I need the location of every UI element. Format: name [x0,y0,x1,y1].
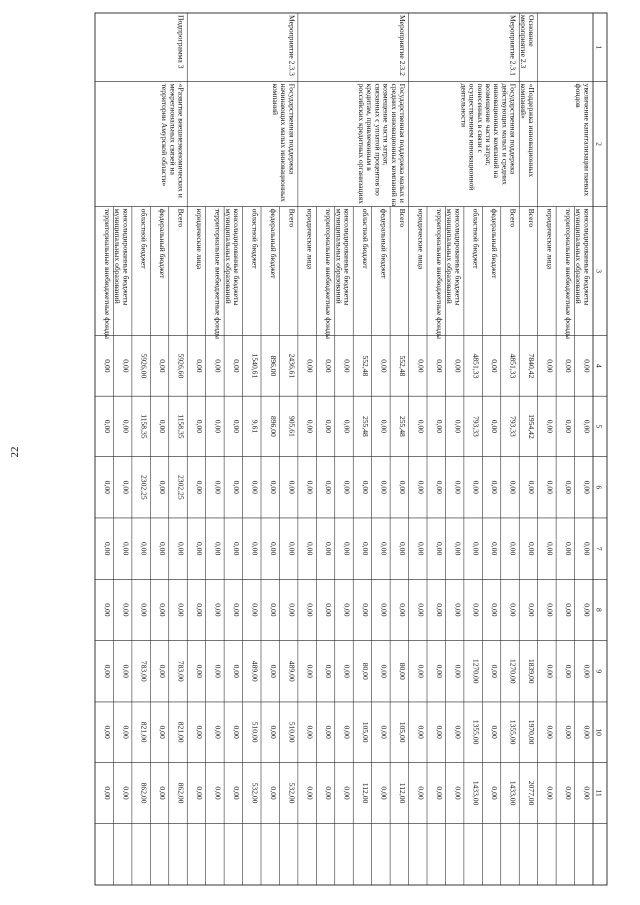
amount-cell: 0,00 [342,480,352,494]
row-title: «Поддержка инновационныхкомпаний» [518,83,537,178]
funding-source: консолидированные бюджетымуниципальных образований [334,208,352,306]
amount-cell: 0,00 [102,541,112,556]
amount-cell: 0,00 [231,725,241,739]
funding-source: консолидированные бюджетымуниципальных образований [574,208,592,306]
row-code: Мероприятие 2.3.2 [397,15,407,76]
funding-source: территориальные внебюджетные фонды [324,208,334,340]
amount-cell: 0,00 [213,786,223,800]
amount-cell: 0,00 [434,664,444,678]
amount-cell: 0,00 [195,419,205,434]
amount-cell: 0,00 [213,664,223,678]
amount-cell: 0,00 [545,480,555,494]
amount-cell: 0,00 [176,541,186,556]
amount-cell: 0,00 [434,725,444,739]
amount-cell: 0,00 [490,786,500,800]
amount-cell: 0,00 [305,664,315,678]
amount-cell: 0,00 [342,725,352,739]
amount-cell: 532,00 [287,782,297,804]
amount-cell: 0,00 [471,603,481,617]
amount-cell: 0,00 [250,603,260,617]
amount-cell: 0,00 [195,603,205,617]
amount-cell: 489,00 [250,660,260,682]
amount-cell: 80,00 [361,662,371,680]
amount-cell: 0,00 [342,603,352,617]
amount-cell: 1839,00 [527,658,537,684]
column-number: 6 [594,485,604,490]
amount-cell: 0,00 [102,786,112,800]
amount-cell: 0,00 [379,603,389,617]
amount-cell: 2077,00 [527,780,537,806]
amount-cell: 0,00 [379,480,389,494]
amount-cell: 105,00 [397,721,407,743]
amount-cell: 0,00 [342,359,352,373]
amount-cell: 0,00 [416,603,426,617]
amount-cell: 0,00 [490,359,500,373]
funding-source: консолидированные бюджетымуниципальных образований [113,208,131,306]
amount-cell: 0,00 [434,480,444,494]
amount-cell: 0,00 [416,359,426,373]
amount-cell: 0,00 [379,786,389,800]
amount-cell: 0,00 [397,603,407,617]
amount-cell: 821,00 [139,721,149,743]
funding-source: Всего [176,208,186,228]
amount-cell: 0,00 [490,480,500,494]
amount-cell: 0,00 [102,603,112,617]
amount-cell: 0,00 [268,541,278,556]
amount-cell: 0,00 [102,725,112,739]
amount-cell: 0,00 [545,664,555,678]
amount-cell: 793,33 [508,415,518,437]
amount-cell: 0,00 [324,480,334,494]
amount-cell: 0,00 [195,725,205,739]
funding-source: юридические лица [195,208,205,270]
amount-cell: 0,00 [121,664,131,678]
funding-source: Всего [508,208,518,228]
amount-cell: 0,00 [121,480,131,494]
amount-cell: 7840,42 [527,353,537,379]
funding-source: консолидированные бюджетымуниципальных образований [445,208,463,306]
amount-cell: 0,00 [582,786,592,800]
amount-cell: 0,00 [416,480,426,494]
amount-cell: 0,00 [158,419,168,434]
amount-cell: 0,00 [453,664,463,678]
column-number: 9 [594,669,604,674]
amount-cell: 0,00 [582,480,592,494]
funding-source: областной бюджет [361,208,371,269]
funding-source: федеральный бюджет [490,208,500,279]
amount-cell: 489,00 [287,660,297,682]
amount-cell: 5926,00 [139,353,149,379]
amount-cell: 0,00 [434,786,444,800]
funding-source: Всего [397,208,407,228]
amount-cell: 0,00 [121,725,131,739]
amount-cell: 1158,35 [139,414,149,439]
amount-cell: 0,00 [158,359,168,373]
amount-cell: 0,00 [453,359,463,373]
row-title: «Развитие внешнеэкономических имежрегиональных связей натерритории Амурской области» [160,83,186,198]
amount-cell: 1970,00 [527,719,537,745]
amount-cell: 0,00 [490,664,500,678]
amount-cell: 0,00 [305,541,315,556]
amount-cell: 0,00 [213,725,223,739]
amount-cell: 0,00 [508,541,518,556]
amount-cell: 0,00 [324,359,334,373]
amount-cell: 0,00 [582,419,592,434]
amount-cell: 0,00 [176,603,186,617]
amount-cell: 0,00 [397,480,407,494]
amount-cell: 0,00 [158,664,168,678]
budget-table [95,13,607,885]
amount-cell: 0,00 [545,603,555,617]
amount-cell: 552,48 [397,355,407,377]
amount-cell: 0,00 [139,603,149,617]
funding-source: Всего [287,208,297,228]
amount-cell: 0,00 [195,359,205,373]
amount-cell: 0,00 [139,541,149,556]
amount-cell: 0,00 [453,786,463,800]
amount-cell: 0,00 [158,480,168,494]
amount-cell: 0,00 [563,603,573,617]
amount-cell: 1158,35 [176,414,186,439]
amount-cell: 2436,61 [287,353,297,379]
amount-cell: 0,00 [434,359,444,373]
amount-cell: 1433,00 [508,780,518,806]
amount-cell: 0,00 [545,359,555,373]
amount-cell: 0,00 [213,359,223,373]
amount-cell: 0,00 [563,664,573,678]
amount-cell: 0,00 [324,541,334,556]
amount-cell: 0,00 [102,480,112,494]
amount-cell: 105,00 [361,721,371,743]
amount-cell: 0,00 [490,603,500,617]
amount-cell: 862,00 [176,782,186,804]
amount-cell: 0,00 [231,664,241,678]
amount-cell: 896,00 [268,355,278,377]
amount-cell: 0,00 [195,664,205,678]
row-code: Подпрограмма 3 [176,15,186,69]
amount-cell: 0,00 [453,603,463,617]
row-title: увеличение капитализации паевыхфондов [574,83,592,197]
funding-source: областной бюджет [250,208,260,269]
amount-cell: 1355,00 [508,719,518,745]
amount-cell: 821,00 [176,721,186,743]
amount-cell: 0,00 [527,603,537,617]
funding-source: федеральный бюджет [268,208,278,279]
amount-cell: 0,00 [582,603,592,617]
amount-cell: 0,00 [305,603,315,617]
amount-cell: 4851,33 [508,353,518,379]
amount-cell: 0,00 [305,359,315,373]
amount-cell: 0,00 [379,419,389,434]
row-title: Государственная поддержка малых исредних инновационных компаний навозмещение части затрат,связанных с уплатой процентов покредитам, привлеченным вроссийских кредитных организациях [356,83,407,207]
amount-cell: 0,00 [305,480,315,494]
amount-cell: 0,00 [582,541,592,556]
funding-source: юридические лица [545,208,555,270]
amount-cell: 0,00 [453,419,463,434]
amount-cell: 2302,25 [176,474,186,500]
amount-cell: 0,00 [231,359,241,373]
amount-cell: 0,00 [102,664,112,678]
amount-cell: 0,00 [250,480,260,494]
amount-cell: 80,00 [397,662,407,680]
amount-cell: 0,00 [527,480,537,494]
amount-cell: 9,61 [250,419,260,434]
funding-source: юридические лица [305,208,315,270]
amount-cell: 0,00 [231,603,241,617]
amount-cell: 552,48 [361,355,371,377]
amount-cell: 0,00 [453,480,463,494]
amount-cell: 0,00 [361,603,371,617]
amount-cell: 0,00 [121,541,131,556]
amount-cell: 0,00 [324,603,334,617]
amount-cell: 0,00 [324,725,334,739]
amount-cell: 0,00 [213,480,223,494]
row-title: Государственная поддержканачинающих малых инновационныхкомпаний [270,83,297,202]
amount-cell: 0,00 [453,541,463,556]
amount-cell: 0,00 [305,419,315,434]
amount-cell: 0,00 [397,541,407,556]
amount-cell: 0,00 [545,725,555,739]
amount-cell: 510,00 [250,721,260,743]
amount-cell: 862,00 [139,782,149,804]
amount-cell: 0,00 [453,725,463,739]
amount-cell: 0,00 [416,786,426,800]
amount-cell: 0,00 [268,480,278,494]
amount-cell: 255,48 [361,415,371,437]
amount-cell: 0,00 [471,541,481,556]
row-code: Основноемероприятие 2.3 [518,15,537,69]
amount-cell: 255,48 [397,415,407,437]
funding-source: территориальные внебюджетные фонды [213,208,223,340]
amount-cell: 0,00 [102,359,112,373]
amount-cell: 0,00 [268,603,278,617]
funding-source: территориальные внебюджетные фонды [102,208,112,340]
column-number: 4 [594,364,604,368]
amount-cell: 0,00 [213,419,223,434]
amount-cell: 0,00 [379,725,389,739]
amount-cell: 0,00 [471,480,481,494]
amount-cell: 0,00 [195,480,205,494]
amount-cell: 0,00 [361,480,371,494]
amount-cell: 0,00 [379,541,389,556]
amount-cell: 0,00 [121,603,131,617]
amount-cell: 0,00 [121,786,131,800]
amount-cell: 0,00 [121,419,131,434]
amount-cell: 0,00 [361,541,371,556]
amount-cell: 1954,42 [527,414,537,439]
column-number: 7 [594,546,604,551]
column-number: 5 [594,424,604,429]
funding-source: областной бюджет [471,208,481,269]
amount-cell: 0,00 [287,603,297,617]
amount-cell: 0,00 [324,419,334,434]
column-number: 8 [594,608,604,612]
amount-cell: 0,00 [158,725,168,739]
amount-cell: 0,00 [416,664,426,678]
amount-cell: 0,00 [158,541,168,556]
amount-cell: 783,00 [139,660,149,682]
amount-cell: 1540,61 [250,353,260,379]
amount-cell: 1270,00 [508,658,518,684]
amount-cell: 1270,00 [471,658,481,684]
amount-cell: 0,00 [563,419,573,434]
amount-cell: 0,00 [342,786,352,800]
amount-cell: 0,00 [545,786,555,800]
amount-cell: 0,00 [102,419,112,434]
amount-cell: 532,00 [250,782,260,804]
funding-source: федеральный бюджет [379,208,389,279]
amount-cell: 112,00 [361,782,371,804]
amount-cell: 4851,33 [471,353,481,379]
amount-cell: 0,00 [582,664,592,678]
amount-cell: 0,00 [195,786,205,800]
funding-source: территориальные внебюджетные фонды [434,208,444,340]
amount-cell: 0,00 [508,603,518,617]
amount-cell: 2302,25 [139,474,149,500]
row-code: Мероприятие 2.3.3 [287,15,297,76]
amount-cell: 783,00 [176,660,186,682]
amount-cell: 0,00 [231,480,241,494]
funding-source: юридические лица [416,208,426,270]
amount-cell: 5926,60 [176,353,186,379]
amount-cell: 1355,00 [471,719,481,745]
amount-cell: 0,00 [342,664,352,678]
amount-cell: 0,00 [342,541,352,556]
amount-cell: 0,00 [563,359,573,373]
amount-cell: 0,00 [213,603,223,617]
page-number: 22 [9,446,21,458]
amount-cell: 0,00 [121,359,131,373]
amount-cell: 0,00 [379,359,389,373]
amount-cell: 1433,00 [471,780,481,806]
amount-cell: 0,00 [563,725,573,739]
amount-cell: 0,00 [545,419,555,434]
amount-cell: 0,00 [379,664,389,678]
amount-cell: 0,00 [527,541,537,556]
amount-cell: 0,00 [490,419,500,434]
amount-cell: 0,00 [563,541,573,556]
amount-cell: 0,00 [268,725,278,739]
amount-cell: 793,33 [471,415,481,437]
amount-cell: 0,00 [490,541,500,556]
amount-cell: 0,00 [416,419,426,434]
amount-cell: 112,00 [397,782,407,804]
amount-cell: 0,00 [342,419,352,434]
amount-cell: 0,00 [434,541,444,556]
amount-cell: 0,00 [213,541,223,556]
amount-cell: 0,00 [195,541,205,556]
amount-cell: 0,00 [416,725,426,739]
amount-cell: 510,00 [287,721,297,743]
amount-cell: 0,00 [158,786,168,800]
amount-cell: 0,00 [305,786,315,800]
amount-cell: 0,00 [231,541,241,556]
amount-cell: 0,00 [287,480,297,494]
funding-source: областной бюджет [139,208,149,269]
amount-cell: 0,00 [287,541,297,556]
amount-cell: 0,00 [563,480,573,494]
amount-cell: 0,00 [268,664,278,678]
amount-cell: 0,00 [582,725,592,739]
amount-cell: 0,00 [268,786,278,800]
amount-cell: 0,00 [158,603,168,617]
amount-cell: 0,00 [490,725,500,739]
amount-cell: 905,61 [287,415,297,437]
funding-source: федеральный бюджет [158,208,168,279]
amount-cell: 0,00 [231,419,241,434]
amount-cell: 0,00 [250,541,260,556]
amount-cell: 0,00 [324,664,334,678]
amount-cell: 0,00 [324,786,334,800]
row-code: Мероприятие 2.3.1 [508,15,518,76]
amount-cell: 0,00 [434,419,444,434]
column-number: 10 [594,728,604,736]
row-title: Государственная поддержкадействующих малых и среднихинновационных компаний навозмещение части затрат,понесенных в связи сосуществлением инновационнойдеятельности [459,83,518,191]
column-number: 3 [594,269,604,274]
amount-cell: 0,00 [545,541,555,556]
column-number: 11 [594,789,604,797]
funding-source: Всего [527,208,537,228]
column-number: 2 [594,142,604,146]
amount-cell: 0,00 [305,725,315,739]
funding-source: консолидированные бюджетымуниципальных образований [223,208,241,306]
amount-cell: 0,00 [582,359,592,373]
amount-cell: 0,00 [508,480,518,494]
amount-cell: 0,00 [231,786,241,800]
amount-cell: 0,00 [434,603,444,617]
amount-cell: 0,00 [416,541,426,556]
amount-cell: 896,00 [268,415,278,437]
column-number: 1 [594,45,604,50]
funding-source: территориальные внебюджетные фонды [563,208,573,340]
amount-cell: 0,00 [563,786,573,800]
